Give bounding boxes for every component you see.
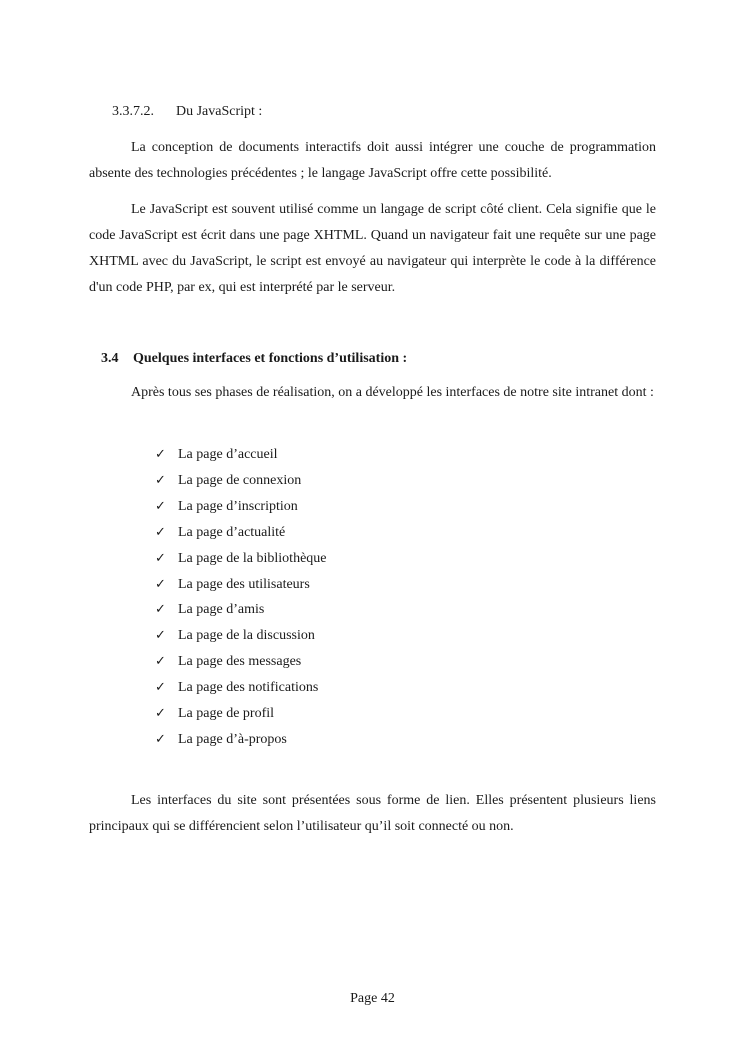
checkmark-icon: ✓ <box>155 498 166 514</box>
checkmark-icon: ✓ <box>155 706 166 722</box>
list-item <box>155 597 327 623</box>
list-item-label: La page des messages <box>178 654 302 670</box>
list-item <box>155 520 327 546</box>
checkmark-icon: ✓ <box>155 628 166 644</box>
checkmark-icon: ✓ <box>155 680 166 696</box>
subsection-title: Du JavaScript : <box>176 104 263 119</box>
list-item <box>155 546 327 572</box>
section-title: Quelques interfaces et fonctions d’utilisation : <box>133 351 408 366</box>
list-item-label: La page de connexion <box>178 472 302 488</box>
list-item <box>155 675 327 701</box>
list-item-label: La page d’inscription <box>178 498 298 514</box>
list-item-label: La page d’accueil <box>178 447 278 462</box>
paragraph-javascript-client: Le JavaScript est souvent utilisé comme un langage de script côté client. Cela signifie que le code JavaScript est écrit dans une page XHTML. Quand un navigateur fait une requête sur une page XHTML avec du JavaScript, le script est envoyé au navigateur qui interprète le code à la différence d'un code PHP, par ex, qui est interprété par le serveur. <box>89 202 656 295</box>
list-item-label: La page d’amis <box>178 602 265 618</box>
paragraph-interfaces-intro: Après tous ses phases de réalisation, on a développé les interfaces de notre site intranet dont : <box>131 385 654 400</box>
list-item <box>155 572 327 598</box>
list-item <box>155 442 327 468</box>
list-item <box>155 701 327 727</box>
paragraph-interfaces-links: Les interfaces du site sont présentées sous forme de lien. Elles présentent plusieurs liens principaux qui se différencient selon l’utilisateur qu’il soit connecté ou non. <box>89 793 656 834</box>
list-item-label: La page de la discussion <box>178 628 315 644</box>
list-item <box>155 468 327 494</box>
subsection-number: 3.3.7.2. <box>112 104 154 119</box>
subsection-heading-javascript <box>112 103 262 121</box>
paragraph-intro-javascript: La conception de documents interactifs doit aussi intégrer une couche de programmation absente des technologies précédentes ; le langage JavaScript offre cette possibilité. <box>89 140 656 181</box>
checkmark-icon: ✓ <box>155 654 166 670</box>
list-item <box>155 623 327 649</box>
checkmark-icon: ✓ <box>155 576 166 592</box>
list-item <box>155 494 327 520</box>
list-item-label: La page des notifications <box>178 680 319 696</box>
checkmark-icon: ✓ <box>155 447 166 462</box>
page-number-footer: Page 42 <box>350 991 395 1006</box>
checkmark-icon: ✓ <box>155 550 166 566</box>
list-item <box>155 727 327 753</box>
list-item-label: La page de profil <box>178 706 275 722</box>
checkmark-icon: ✓ <box>155 602 166 618</box>
section-number: 3.4 <box>101 351 119 366</box>
checkmark-icon: ✓ <box>155 731 166 747</box>
section-heading-interfaces <box>101 346 407 372</box>
list-item-label: La page des utilisateurs <box>178 576 310 592</box>
checkmark-icon: ✓ <box>155 524 166 540</box>
list-item-label: La page d’actualité <box>178 524 286 540</box>
list-item <box>155 649 327 675</box>
checkmark-icon: ✓ <box>155 472 166 488</box>
list-item-label: La page de la bibliothèque <box>178 550 327 566</box>
list-item-label: La page d’à-propos <box>178 731 287 747</box>
interfaces-checklist <box>155 442 327 753</box>
